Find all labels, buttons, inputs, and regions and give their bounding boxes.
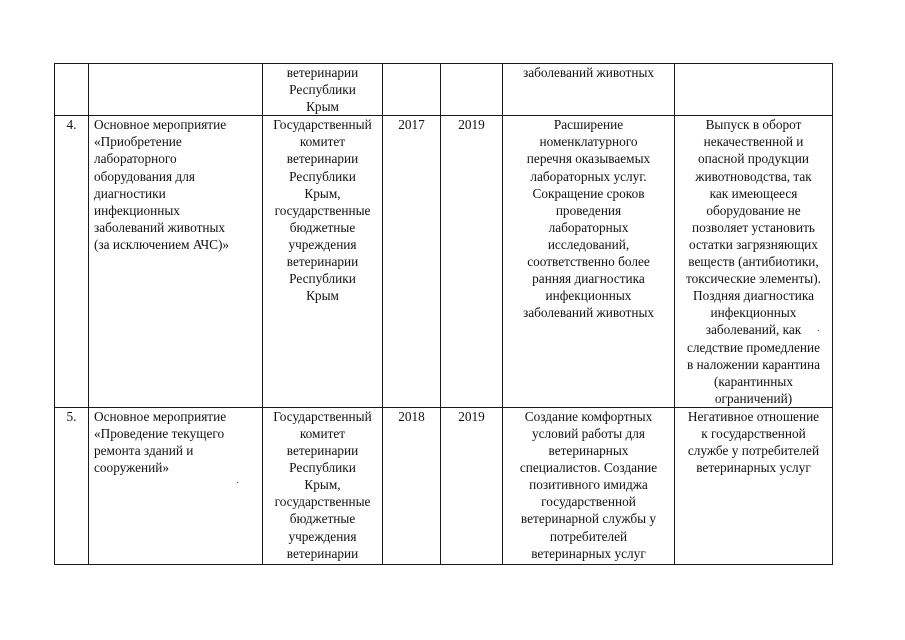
end-year-cell xyxy=(441,64,503,116)
cell-text-line: Поздняя диагностика xyxy=(692,288,815,304)
cell-text: 2017 xyxy=(398,117,425,133)
expected-result-cell xyxy=(503,64,675,116)
cell-text-line: бюджетные xyxy=(289,511,356,527)
cell-text-line: условий работы для xyxy=(531,425,646,441)
measure-name-cell xyxy=(89,64,263,116)
cell-text-line: Крым, xyxy=(304,185,341,201)
cell-text-line: Негативное отношение xyxy=(687,408,820,424)
executor-cell xyxy=(263,64,383,116)
cell-text-line: ветеринарии xyxy=(286,254,359,270)
cell-text-line: бюджетные xyxy=(289,219,356,235)
cell-text-line: государственной xyxy=(541,494,636,510)
measures-table xyxy=(54,63,833,565)
cell-text-line: заболеваний животных xyxy=(522,305,655,321)
cell-text-line: (карантинных xyxy=(714,373,793,389)
cell-text-line: следствие промедление xyxy=(686,339,821,355)
measure-name-cell xyxy=(89,407,263,564)
start-year-cell xyxy=(383,64,441,116)
table-row xyxy=(55,407,833,564)
cell-text-line: Основное мероприятие xyxy=(94,408,227,424)
cell-text: 4. xyxy=(66,117,77,133)
cell-text-line: потребителей xyxy=(549,528,628,544)
consequences-cell xyxy=(675,64,833,116)
cell-text-line: комитет xyxy=(299,134,346,150)
cell-text-line: учреждения xyxy=(288,236,357,252)
cell-text: 5. xyxy=(66,408,77,424)
cell-text-line: специалистов. Создание xyxy=(519,460,658,476)
cell-text-line: Сокращение сроков xyxy=(532,185,645,201)
consequences-cell xyxy=(675,407,833,564)
row-number-cell xyxy=(55,64,89,116)
cell-text-line: Расширение xyxy=(553,117,624,133)
table-row xyxy=(55,64,833,116)
cell-text-line: инфекционных xyxy=(94,202,180,218)
scan-speck xyxy=(818,330,819,331)
cell-text-line: Создание комфортных xyxy=(524,408,653,424)
cell-text: 2019 xyxy=(458,408,485,424)
cell-text-line: лабораторного xyxy=(94,151,177,167)
cell-text-line: исследований, xyxy=(547,236,630,252)
cell-text-line: государственные xyxy=(274,494,371,510)
cell-text-line: ветеринарных услуг xyxy=(696,460,811,476)
row-number-cell xyxy=(55,407,89,564)
cell-text-line: токсические элементы). xyxy=(686,271,821,287)
cell-text-line: ограничений) xyxy=(714,390,793,406)
cell-text-line: ветеринарной службы у xyxy=(520,511,657,527)
cell-text-line: заболеваний, как xyxy=(705,322,802,338)
cell-text-line: ветеринарии xyxy=(286,443,359,459)
cell-text-line: службе у потребителей xyxy=(687,443,820,459)
cell-text-line: опасной продукции xyxy=(697,151,810,167)
cell-text-line: Крым xyxy=(306,99,339,115)
start-year-cell xyxy=(383,407,441,564)
cell-text-line: как имеющееся xyxy=(709,185,798,201)
expected-result-cell xyxy=(503,407,675,564)
cell-text-line: заболеваний животных xyxy=(522,65,655,80)
cell-text-line: сооружений» xyxy=(94,460,170,476)
cell-text-line: «Проведение текущего xyxy=(94,425,225,441)
end-year-cell xyxy=(441,407,503,564)
cell-text-line: учреждения xyxy=(288,528,357,544)
cell-text-line: Государственный xyxy=(273,408,372,424)
row-number-cell xyxy=(55,116,89,408)
cell-text-line: ветеринарии xyxy=(286,151,359,167)
cell-text-line: в наложении карантина xyxy=(686,356,821,372)
cell-text-line: веществ (антибиотики, xyxy=(688,254,819,270)
cell-text-line: животноводства, так xyxy=(695,168,812,184)
cell-text-line: (за исключением АЧС)» xyxy=(94,236,230,252)
cell-text-line: Государственный xyxy=(273,117,372,133)
cell-text-line: «Приобретение xyxy=(94,134,182,150)
cell-text-line: инфекционных xyxy=(545,288,632,304)
cell-text-line: номенклатурного xyxy=(539,134,638,150)
cell-text-line: Крым, xyxy=(304,477,341,493)
cell-text-line: лабораторных услуг. xyxy=(530,168,647,184)
cell-text-line: ранняя диагностика xyxy=(532,271,645,287)
cell-text: 2019 xyxy=(458,117,485,133)
start-year-cell xyxy=(383,116,441,408)
executor-cell xyxy=(263,407,383,564)
cell-text-line: Основное мероприятие xyxy=(94,117,227,133)
cell-text-line: Республики xyxy=(289,82,356,98)
cell-text-line: соответственно более xyxy=(527,254,650,270)
cell-text-line: к государственной xyxy=(701,425,806,441)
cell-text-line: перечня оказываемых xyxy=(526,151,651,167)
cell-text-line: ветеринарных услуг xyxy=(531,545,646,561)
cell-text-line: Выпуск в оборот xyxy=(705,117,802,133)
table-row xyxy=(55,116,833,408)
cell-text-line: инфекционных xyxy=(710,305,797,321)
cell-text-line: ветеринарии xyxy=(286,545,359,561)
cell-text-line: остатки загрязняющих xyxy=(689,236,818,252)
cell-text-line: некачественной и xyxy=(703,134,804,150)
executor-cell xyxy=(263,116,383,408)
cell-text-line: диагностики xyxy=(94,185,166,201)
measure-name-cell xyxy=(89,116,263,408)
cell-text-line: Республики xyxy=(289,460,356,476)
cell-text-line: позитивного имиджа xyxy=(529,477,648,493)
cell-text-line: ветеринарии xyxy=(286,65,359,80)
cell-text-line: ветеринарных xyxy=(548,443,629,459)
cell-text-line: комитет xyxy=(299,425,346,441)
cell-text-line: лабораторных xyxy=(548,219,629,235)
cell-text-line: заболеваний животных xyxy=(94,219,226,235)
cell-text-line: государственные xyxy=(274,202,371,218)
cell-text-line: оборудования для xyxy=(94,168,195,184)
cell-text-line: ремонта зданий и xyxy=(94,443,194,459)
cell-text-line: Республики xyxy=(289,271,356,287)
expected-result-cell xyxy=(503,116,675,408)
consequences-cell xyxy=(675,116,833,408)
cell-text-line: Республики xyxy=(289,168,356,184)
cell-text-line: проведения xyxy=(555,202,622,218)
end-year-cell xyxy=(441,116,503,408)
cell-text-line: Крым xyxy=(306,288,339,304)
cell-text-line: оборудование не xyxy=(706,202,801,218)
cell-text-line: позволяет установить xyxy=(692,219,815,235)
scan-speck xyxy=(237,482,238,483)
cell-text: 2018 xyxy=(398,408,425,424)
